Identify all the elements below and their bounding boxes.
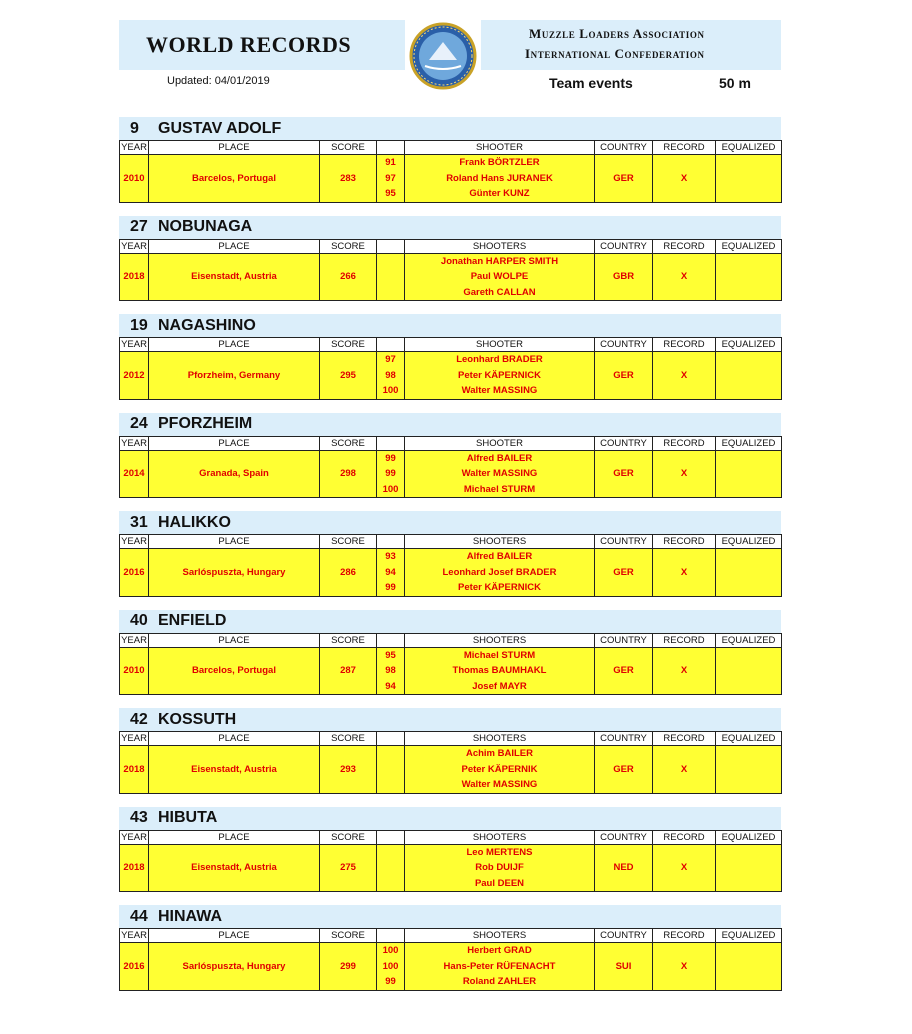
association-band bbox=[481, 20, 781, 70]
shooter-name: Alfred BAILER bbox=[466, 452, 533, 464]
cell-score: 295 bbox=[320, 352, 377, 400]
shooter-score bbox=[377, 876, 404, 892]
column-header-row bbox=[120, 732, 782, 746]
col-score: SCORE bbox=[320, 535, 377, 549]
shooter-name: Günter KUNZ bbox=[469, 188, 530, 199]
shooter-name: Roland ZAHLER bbox=[462, 976, 537, 987]
col-equalized: EQUALIZED bbox=[716, 436, 782, 450]
event-title bbox=[119, 807, 781, 830]
shooter-name: Thomas BAUMHAKL bbox=[452, 665, 547, 676]
shooter-score: 100 bbox=[382, 483, 399, 495]
shooter-score bbox=[377, 269, 404, 285]
col-score: SCORE bbox=[320, 338, 377, 352]
col-individual bbox=[377, 436, 405, 450]
event-name: HINAWA bbox=[158, 907, 222, 925]
shooter-score: 91 bbox=[385, 157, 396, 168]
association-name-line2: International Confederation bbox=[525, 46, 705, 61]
record-table bbox=[119, 534, 782, 597]
event-block bbox=[119, 314, 781, 413]
record-table bbox=[119, 830, 782, 893]
col-shooter: SHOOTERS bbox=[405, 239, 595, 253]
shooter-name: Alfred BAILER bbox=[466, 551, 533, 562]
cell-score: 298 bbox=[320, 450, 377, 498]
col-equalized: EQUALIZED bbox=[716, 239, 782, 253]
shooter-score: 99 bbox=[385, 582, 396, 593]
col-year: YEAR bbox=[121, 831, 147, 843]
event-number: 19 bbox=[130, 316, 148, 334]
col-individual bbox=[377, 633, 405, 647]
shooter-score: 99 bbox=[385, 468, 396, 479]
cell-equalized bbox=[716, 253, 782, 301]
spacer bbox=[119, 597, 781, 610]
table-row bbox=[120, 155, 782, 203]
page-title: WORLD RECORDS bbox=[146, 32, 352, 57]
cell-equalized bbox=[716, 450, 782, 498]
shooter-score: 97 bbox=[385, 354, 396, 365]
event-title bbox=[119, 314, 781, 337]
event-title bbox=[119, 511, 781, 534]
event-title bbox=[119, 216, 781, 239]
col-equalized: EQUALIZED bbox=[716, 732, 782, 746]
event-name: PFORZHEIM bbox=[158, 415, 253, 432]
cell-individual-scores bbox=[377, 155, 405, 203]
spacer bbox=[119, 892, 781, 905]
col-place: PLACE bbox=[149, 141, 320, 155]
cell-record: X bbox=[653, 352, 716, 400]
event-block bbox=[119, 708, 781, 807]
cell-year: 2018 bbox=[120, 746, 149, 794]
cell-place: Sarlóspuszta, Hungary bbox=[149, 549, 320, 597]
cell-country: SUI bbox=[595, 943, 653, 991]
cell-score: 283 bbox=[320, 155, 377, 203]
col-record: RECORD bbox=[653, 141, 716, 155]
col-shooter: SHOOTERS bbox=[405, 535, 595, 549]
col-score: SCORE bbox=[320, 436, 377, 450]
column-header-row bbox=[120, 436, 782, 450]
shooter-name: Paul DEEN bbox=[474, 877, 525, 889]
record-table bbox=[119, 436, 782, 499]
col-score: SCORE bbox=[320, 239, 377, 253]
event-block bbox=[119, 807, 781, 906]
col-country: COUNTRY bbox=[595, 633, 653, 647]
cell-year: 2014 bbox=[120, 450, 149, 498]
updated-date: Updated: 04/01/2019 bbox=[167, 75, 270, 87]
cell-year: 2018 bbox=[120, 253, 149, 301]
event-name: KOSSUTH bbox=[158, 710, 237, 728]
col-shooter: SHOOTER bbox=[405, 436, 595, 450]
table-row bbox=[120, 647, 782, 695]
col-year: YEAR bbox=[121, 142, 147, 153]
event-title bbox=[119, 117, 781, 140]
event-title bbox=[119, 610, 781, 633]
shooter-name: Walter MASSING bbox=[461, 468, 538, 479]
event-number: 24 bbox=[130, 415, 148, 432]
event-number: 43 bbox=[130, 809, 148, 826]
cell-score: 266 bbox=[320, 253, 377, 301]
events-list bbox=[119, 117, 781, 991]
cell-shooters bbox=[405, 844, 595, 892]
cell-score: 286 bbox=[320, 549, 377, 597]
col-record: RECORD bbox=[653, 239, 716, 253]
cell-year: 2010 bbox=[120, 155, 149, 203]
record-table bbox=[119, 731, 782, 794]
cell-country: NED bbox=[595, 844, 653, 892]
shooter-score: 99 bbox=[385, 976, 396, 987]
table-row bbox=[120, 549, 782, 597]
event-number: 40 bbox=[130, 612, 148, 629]
col-country: COUNTRY bbox=[595, 338, 653, 352]
event-block bbox=[119, 216, 781, 315]
event-number: 9 bbox=[130, 119, 139, 137]
col-equalized: EQUALIZED bbox=[716, 929, 782, 943]
event-number: 31 bbox=[130, 513, 148, 531]
cell-country: GER bbox=[595, 155, 653, 203]
col-record: RECORD bbox=[653, 830, 716, 844]
col-place: PLACE bbox=[149, 338, 320, 352]
cell-shooters bbox=[405, 647, 595, 695]
cell-shooters bbox=[405, 549, 595, 597]
shooter-score bbox=[377, 777, 404, 793]
shooter-name: Herbert GRAD bbox=[467, 945, 532, 956]
event-block bbox=[119, 117, 781, 216]
col-year: YEAR bbox=[121, 536, 147, 547]
shooter-name: Gareth CALLAN bbox=[463, 286, 536, 298]
col-country: COUNTRY bbox=[595, 141, 653, 155]
records-sheet bbox=[119, 20, 781, 991]
column-header-row bbox=[120, 633, 782, 647]
shooter-score: 93 bbox=[385, 551, 396, 562]
cell-score: 287 bbox=[320, 647, 377, 695]
col-equalized: EQUALIZED bbox=[716, 338, 782, 352]
column-header-row bbox=[120, 141, 782, 155]
column-header-row bbox=[120, 830, 782, 844]
col-year: YEAR bbox=[121, 339, 147, 350]
col-individual bbox=[377, 535, 405, 549]
col-place: PLACE bbox=[149, 436, 320, 450]
spacer bbox=[119, 498, 781, 511]
col-individual bbox=[377, 141, 405, 155]
shooter-name: Michael STURM bbox=[463, 649, 536, 661]
cell-country: GER bbox=[595, 746, 653, 794]
cell-equalized bbox=[716, 647, 782, 695]
cell-year: 2018 bbox=[120, 844, 149, 892]
col-country: COUNTRY bbox=[595, 535, 653, 549]
column-header-row bbox=[120, 929, 782, 943]
col-score: SCORE bbox=[320, 830, 377, 844]
column-header-row bbox=[120, 338, 782, 352]
col-individual bbox=[377, 732, 405, 746]
event-number: 42 bbox=[130, 710, 148, 728]
cell-country: GBR bbox=[595, 253, 653, 301]
col-place: PLACE bbox=[149, 239, 320, 253]
col-place: PLACE bbox=[149, 929, 320, 943]
col-year: YEAR bbox=[121, 240, 147, 252]
cell-equalized bbox=[716, 943, 782, 991]
shooter-name: Paul WOLPE bbox=[470, 271, 529, 282]
shooter-name: Walter MASSING bbox=[461, 385, 538, 396]
col-score: SCORE bbox=[320, 929, 377, 943]
cell-individual-scores bbox=[377, 746, 405, 794]
shooter-name: Walter MASSING bbox=[461, 779, 538, 790]
event-block bbox=[119, 905, 781, 991]
event-name: ENFIELD bbox=[158, 612, 227, 629]
category-label: Team events bbox=[549, 75, 633, 91]
shooter-name: Peter KÄPERNIK bbox=[461, 763, 538, 775]
shooter-name: Peter KÄPERNICK bbox=[458, 369, 541, 381]
spacer bbox=[119, 794, 781, 807]
shooter-score bbox=[377, 285, 404, 301]
cell-equalized bbox=[716, 844, 782, 892]
cell-record: X bbox=[653, 943, 716, 991]
col-individual bbox=[377, 338, 405, 352]
col-individual bbox=[377, 830, 405, 844]
cell-record: X bbox=[653, 155, 716, 203]
cell-place: Eisenstadt, Austria bbox=[149, 253, 320, 301]
cell-record: X bbox=[653, 844, 716, 892]
association-logo-icon bbox=[405, 20, 481, 92]
col-shooter: SHOOTERS bbox=[405, 732, 595, 746]
cell-country: GER bbox=[595, 549, 653, 597]
record-table bbox=[119, 239, 782, 302]
event-number: 27 bbox=[130, 218, 148, 235]
column-header-row bbox=[120, 535, 782, 549]
cell-individual-scores bbox=[377, 549, 405, 597]
cell-equalized bbox=[716, 155, 782, 203]
cell-place: Granada, Spain bbox=[149, 450, 320, 498]
shooter-name: Leo MERTENS bbox=[466, 846, 533, 858]
cell-record: X bbox=[653, 549, 716, 597]
cell-shooters bbox=[405, 450, 595, 498]
col-place: PLACE bbox=[149, 535, 320, 549]
shooter-name: Michael STURM bbox=[463, 483, 536, 495]
col-record: RECORD bbox=[653, 535, 716, 549]
cell-year: 2016 bbox=[120, 549, 149, 597]
col-equalized: EQUALIZED bbox=[716, 633, 782, 647]
shooter-score bbox=[377, 746, 404, 762]
spacer bbox=[119, 203, 781, 216]
table-row bbox=[120, 450, 782, 498]
cell-score: 293 bbox=[320, 746, 377, 794]
record-table bbox=[119, 928, 782, 991]
shooter-score: 99 bbox=[385, 452, 396, 464]
col-shooter: SHOOTER bbox=[405, 338, 595, 352]
record-table bbox=[119, 337, 782, 400]
col-year: YEAR bbox=[121, 634, 147, 646]
shooter-score: 94 bbox=[385, 680, 396, 692]
col-equalized: EQUALIZED bbox=[716, 535, 782, 549]
col-individual bbox=[377, 929, 405, 943]
event-title bbox=[119, 905, 781, 928]
cell-record: X bbox=[653, 450, 716, 498]
col-score: SCORE bbox=[320, 141, 377, 155]
shooter-name: Hans-Peter RÜFENACHT bbox=[443, 960, 556, 972]
shooter-name: Rob DUIJF bbox=[475, 862, 524, 873]
col-record: RECORD bbox=[653, 732, 716, 746]
cell-place: Barcelos, Portugal bbox=[149, 647, 320, 695]
cell-individual-scores bbox=[377, 647, 405, 695]
cell-place: Sarlóspuszta, Hungary bbox=[149, 943, 320, 991]
cell-record: X bbox=[653, 746, 716, 794]
shooter-score bbox=[377, 762, 404, 778]
col-place: PLACE bbox=[149, 732, 320, 746]
shooter-score: 100 bbox=[382, 945, 399, 956]
cell-place: Eisenstadt, Austria bbox=[149, 746, 320, 794]
cell-equalized bbox=[716, 352, 782, 400]
record-table bbox=[119, 633, 782, 696]
sheet-header bbox=[119, 20, 781, 117]
shooter-name: Leonhard BRADER bbox=[456, 354, 543, 365]
cell-country: GER bbox=[595, 647, 653, 695]
shooter-score bbox=[377, 860, 404, 876]
event-name: NAGASHINO bbox=[158, 316, 256, 334]
title-band bbox=[119, 20, 405, 70]
cell-equalized bbox=[716, 549, 782, 597]
table-row bbox=[120, 844, 782, 892]
record-table bbox=[119, 140, 782, 203]
event-name: HALIKKO bbox=[158, 513, 231, 531]
cell-individual-scores bbox=[377, 450, 405, 498]
shooter-score bbox=[377, 254, 404, 270]
cell-year: 2016 bbox=[120, 943, 149, 991]
shooter-name: Jonathan HARPER SMITH bbox=[440, 255, 559, 267]
cell-shooters bbox=[405, 253, 595, 301]
cell-shooters bbox=[405, 352, 595, 400]
col-score: SCORE bbox=[320, 732, 377, 746]
event-name: NOBUNAGA bbox=[158, 218, 253, 235]
event-title bbox=[119, 708, 781, 731]
col-shooter: SHOOTERS bbox=[405, 929, 595, 943]
col-record: RECORD bbox=[653, 929, 716, 943]
col-country: COUNTRY bbox=[595, 436, 653, 450]
cell-score: 275 bbox=[320, 844, 377, 892]
cell-country: GER bbox=[595, 352, 653, 400]
shooter-name: Frank BÖRTZLER bbox=[459, 157, 540, 168]
shooter-name: Peter KÄPERNICK bbox=[458, 582, 541, 593]
col-year: YEAR bbox=[121, 733, 147, 744]
col-record: RECORD bbox=[653, 633, 716, 647]
spacer bbox=[119, 301, 781, 314]
shooter-score bbox=[377, 845, 404, 861]
table-row bbox=[120, 253, 782, 301]
cell-place: Eisenstadt, Austria bbox=[149, 844, 320, 892]
cell-shooters bbox=[405, 746, 595, 794]
cell-shooters bbox=[405, 155, 595, 203]
cell-year: 2012 bbox=[120, 352, 149, 400]
cell-place: Pforzheim, Germany bbox=[149, 352, 320, 400]
event-block bbox=[119, 511, 781, 610]
spacer bbox=[119, 400, 781, 413]
shooter-score: 98 bbox=[385, 369, 396, 381]
shooter-score: 98 bbox=[385, 665, 396, 676]
table-row bbox=[120, 943, 782, 991]
col-country: COUNTRY bbox=[595, 239, 653, 253]
col-place: PLACE bbox=[149, 830, 320, 844]
col-shooter: SHOOTER bbox=[405, 141, 595, 155]
shooter-score: 94 bbox=[385, 566, 396, 578]
cell-year: 2010 bbox=[120, 647, 149, 695]
col-record: RECORD bbox=[653, 338, 716, 352]
col-country: COUNTRY bbox=[595, 732, 653, 746]
shooter-score: 100 bbox=[382, 960, 399, 972]
shooter-name: Josef MAYR bbox=[472, 680, 527, 692]
event-title bbox=[119, 413, 781, 436]
col-year: YEAR bbox=[121, 437, 147, 449]
event-name: GUSTAV ADOLF bbox=[158, 119, 282, 137]
col-place: PLACE bbox=[149, 633, 320, 647]
cell-country: GER bbox=[595, 450, 653, 498]
col-country: COUNTRY bbox=[595, 830, 653, 844]
col-shooter: SHOOTERS bbox=[405, 830, 595, 844]
col-year: YEAR bbox=[121, 930, 147, 941]
col-record: RECORD bbox=[653, 436, 716, 450]
col-equalized: EQUALIZED bbox=[716, 141, 782, 155]
cell-equalized bbox=[716, 746, 782, 794]
distance-label: 50 m bbox=[719, 75, 751, 91]
shooter-score: 95 bbox=[385, 188, 396, 199]
shooter-name: Achim BAILER bbox=[465, 748, 534, 759]
col-shooter: SHOOTERS bbox=[405, 633, 595, 647]
col-score: SCORE bbox=[320, 633, 377, 647]
cell-individual-scores bbox=[377, 253, 405, 301]
association-name-line1: Muzzle Loaders Association bbox=[529, 26, 705, 41]
cell-individual-scores bbox=[377, 844, 405, 892]
cell-record: X bbox=[653, 253, 716, 301]
event-number: 44 bbox=[130, 907, 148, 925]
col-country: COUNTRY bbox=[595, 929, 653, 943]
column-header-row bbox=[120, 239, 782, 253]
cell-individual-scores bbox=[377, 943, 405, 991]
shooter-name: Roland Hans JURANEK bbox=[446, 172, 553, 184]
shooter-name: Leonhard Josef BRADER bbox=[442, 566, 557, 578]
event-block bbox=[119, 610, 781, 709]
cell-shooters bbox=[405, 943, 595, 991]
table-row bbox=[120, 746, 782, 794]
shooter-score: 95 bbox=[385, 649, 396, 661]
event-block bbox=[119, 413, 781, 512]
cell-score: 299 bbox=[320, 943, 377, 991]
cell-place: Barcelos, Portugal bbox=[149, 155, 320, 203]
cell-individual-scores bbox=[377, 352, 405, 400]
cell-record: X bbox=[653, 647, 716, 695]
table-row bbox=[120, 352, 782, 400]
shooter-score: 100 bbox=[382, 385, 399, 396]
col-individual bbox=[377, 239, 405, 253]
col-equalized: EQUALIZED bbox=[716, 830, 782, 844]
event-name: HIBUTA bbox=[158, 809, 218, 826]
shooter-score: 97 bbox=[385, 172, 396, 184]
spacer bbox=[119, 695, 781, 708]
